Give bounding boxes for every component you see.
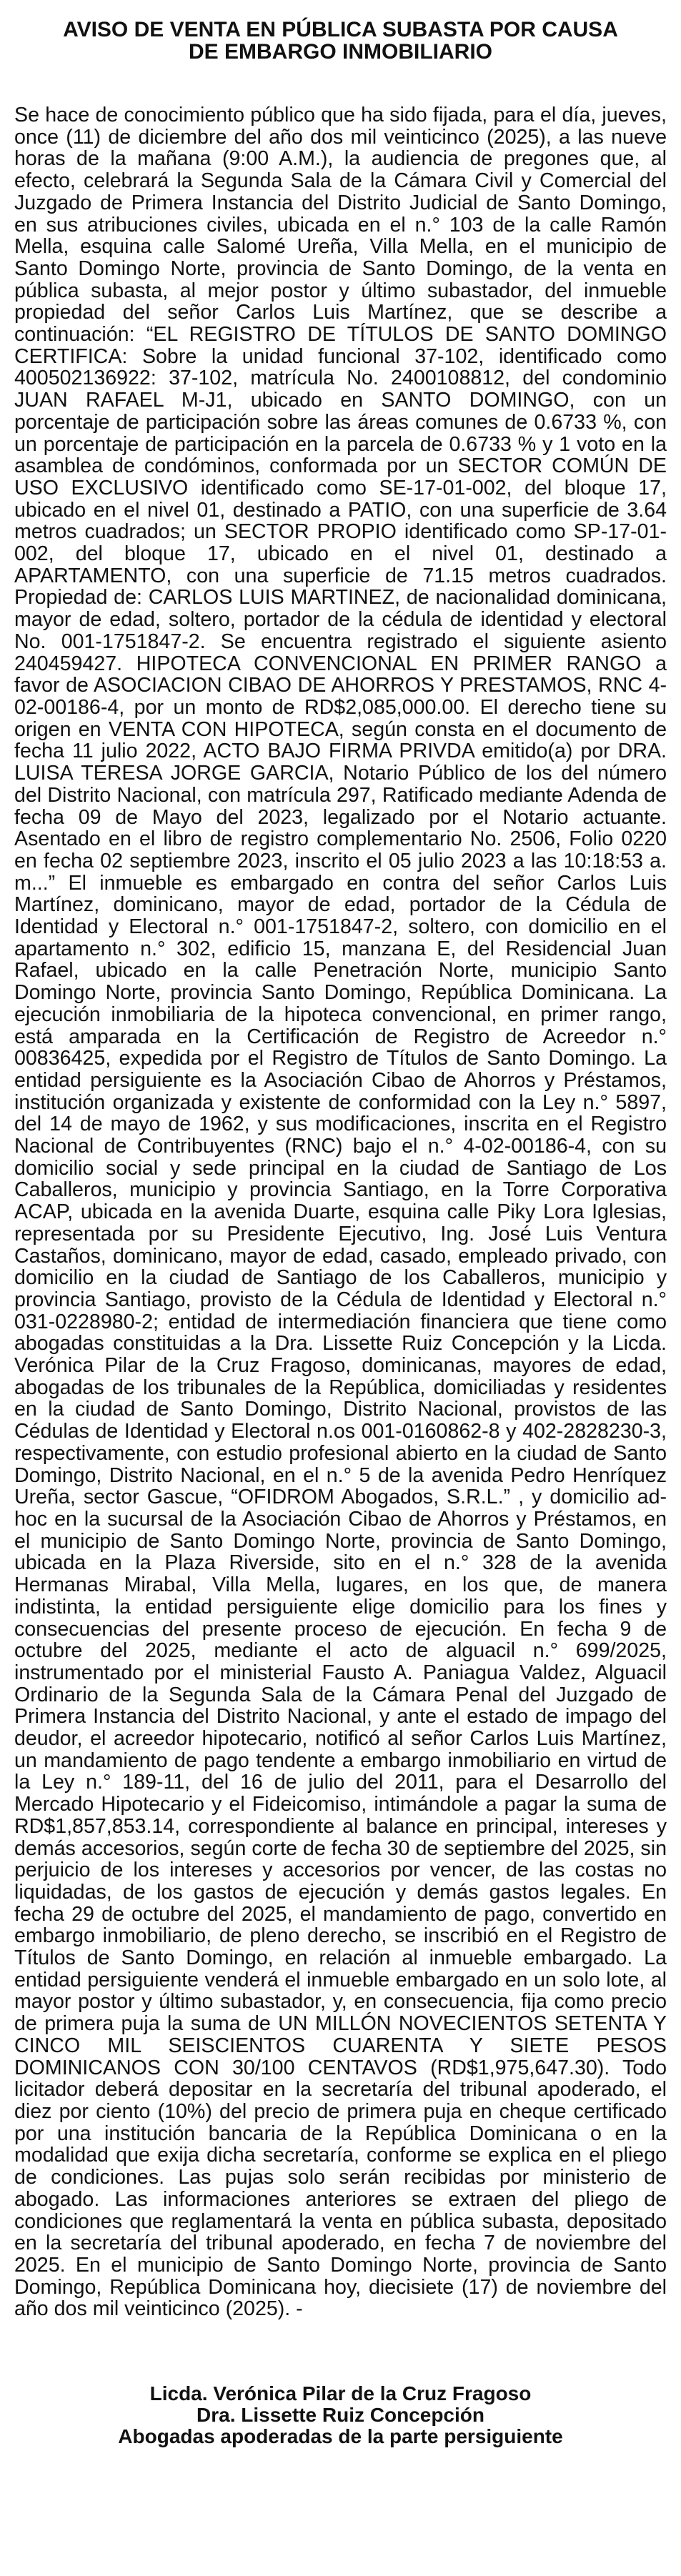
notice-title-line-2: DE EMBARGO INMOBILIARIO [189, 40, 492, 64]
notice-title [14, 19, 667, 63]
signature-line-2: Dra. Lissette Ruiz Concepción [197, 2404, 484, 2427]
signature-block [14, 2383, 667, 2447]
signature-line-3: Abogadas apoderadas de la parte persiguiente [118, 2425, 563, 2448]
notice-title-line-1: AVISO DE VENTA EN PÚBLICA SUBASTA POR CAUSA [63, 18, 618, 41]
notice-body: Se hace de conocimiento público que ha sido fijada, para el día, jueves, once (11) de diciembre del año dos mil veinticinco (2025), a las nueve horas de la mañana (9:00 A.M.), la audiencia de pregones que, al efecto, celebrará la Segunda Sala de la Cámara Civil y Comercial del Juzgado de Primera Instancia del Distrito Judicial de Santo Domingo, en sus atribuciones civiles, ubicada en el n.° 103 de la calle Ramón Mella, esquina calle Salomé Ureña, Villa Mella, en el municipio de Santo Domingo Norte, provincia de Santo Domingo, de la venta en pública subasta, al mejor postor y último subastador, del inmueble propiedad del señor Carlos Luis Martínez, que se describe a continuación: “EL REGISTRO DE TÍTULOS DE SANTO DOMINGO CERTIFICA: Sobre la unidad funcional 37-102, identificado como 400502136922: 37-102, matrícula No. 2400108812, del condominio JUAN RAFAEL M-J1, ubicado en SANTO DOMINGO, con un porcentaje de participación sobre las áreas comunes de 0.6733 %, con un porcentaje de participación en la parcela de 0.6733 % y 1 voto en la asamblea de condóminos, conformada por un SECTOR COMÚN DE USO EXCLUSIVO identificado como SE-17-01-002, del bloque 17, ubicado en el nivel 01, destinado a PATIO, con una superficie de 3.64 metros cuadrados; un SECTOR PROPIO identificado como SP-17-01-002, del bloque 17, ubicado en el nivel 01, destinado a APARTAMENTO, con una superficie de 71.15 metros cuadrados. Propiedad de: CARLOS LUIS MARTINEZ, de nacionalidad dominicana, mayor de edad, soltero, portador de la cédula de identidad y electoral No. 001-1751847-2. Se encuentra registrado el siguiente asiento 240459427. HIPOTECA CONVENCIONAL EN PRIMER RANGO a favor de ASOCIACION CIBAO DE AHORROS Y PRESTAMOS, RNC 4-02-00186-4, por un monto de RD$2,085,000.00. El derecho tiene su origen en VENTA CON HIPOTECA, según consta en el documento de fecha 11 julio 2022, ACTO BAJO FIRMA PRIVDA emitido(a) por DRA. LUISA TERESA JORGE GARCIA, Notario Público de los del número del Distrito Nacional, con matrícula 297, Ratificado mediante Adenda de fecha 09 de Mayo del 2023, legalizado por el Notario actuante. Asentado en el libro de registro complementario No. 2506, Folio 0220 en fecha 02 septiembre 2023, inscrito el 05 julio 2023 a las 10:18:53 a. m...” El inmueble es embargado en contra del señor Carlos Luis Martínez, dominicano, mayor de edad, portador de la Cédula de Identidad y Electoral n.° 001-1751847-2, soltero, con domicilio en el apartamento n.° 302, edificio 15, manzana E, del Residencial Juan Rafael, ubicado en la calle Penetración Norte, municipio Santo Domingo Norte, provincia Santo Domingo, República Dominicana. La ejecución inmobiliaria de la hipoteca convencional, en primer rango, está amparada en la Certificación de Registro de Acreedor n.° 00836425, expedida por el Registro de Títulos de Santo Domingo. La entidad persiguiente es la Asociación Cibao de Ahorros y Préstamos, institución organizada y existente de conformidad con la Ley n.° 5897, del 14 de mayo de 1962, y sus modificaciones, inscrita en el Registro Nacional de Contribuyentes (RNC) bajo el n.° 4-02-00186-4, con su domicilio social y sede principal en la ciudad de Santiago de Los Caballeros, municipio y provincia Santiago, en la Torre Corporativa ACAP, ubicada en la avenida Duarte, esquina calle Piky Lora Iglesias, representada por su Presidente Ejecutivo, Ing. José Luis Ventura Castaños, dominicano, mayor de edad, casado, empleado privado, con domicilio en la ciudad de Santiago de los Caballeros, municipio y provincia Santiago, provisto de la Cédula de Identidad y Electoral n.° 031-0228980-2; entidad de intermediación financiera que tiene como abogadas constituidas a la Dra. Lissette Ruiz Concepción y la Licda. Verónica Pilar de la Cruz Fragoso, dominicanas, mayores de edad, abogadas de los tribunales de la República, domiciliadas y residentes en la ciudad de Santo Domingo, Distrito Nacional, provistos de las Cédulas de Identidad y Electoral n.os 001-0160862-8 y 402-2828230-3, respectivamente, con estudio profesional abierto en la ciudad de Santo Domingo, Distrito Nacional, en el n.° 5 de la avenida Pedro Henríquez Ureña, sector Gascue, “OFIDROM Abogados, S.R.L.” , y domicilio ad-hoc en la sucursal de la Asociación Cibao de Ahorros y Préstamos, en el municipio de Santo Domingo Norte, provincia de Santo Domingo, ubicada en la Plaza Riverside, sito en el n.° 328 de la avenida Hermanas Mirabal, Villa Mella, lugares, en los que, de manera indistinta, la entidad persiguiente elige domicilio para los fines y consecuencias del presente proceso de ejecución. En fecha 9 de octubre del 2025, mediante el acto de alguacil n.° 699/2025, instrumentado por el ministerial Fausto A. Paniagua Valdez, Alguacil Ordinario de la Segunda Sala de la Cámara Penal del Juzgado de Primera Instancia del Distrito Nacional, y ante el estado de impago del deudor, el acreedor hipotecario, notificó al señor Carlos Luis Martínez, un mandamiento de pago tendente a embargo inmobiliario en virtud de la Ley n.° 189-11, del 16 de julio del 2011, para el Desarrollo del Mercado Hipotecario y el Fideicomiso, intimándole a pagar la suma de RD$1,857,853.14, correspondiente al balance en principal, intereses y demás accesorios, según corte de fecha 30 de septiembre del 2025, sin perjuicio de los intereses y accesorios por vencer, de las costas no liquidadas, de los gastos de ejecución y demás gastos legales. En fecha 29 de octubre del 2025, el mandamiento de pago, convertido en embargo inmobiliario, de pleno derecho, se inscribió en el Registro de Títulos de Santo Domingo, en relación al inmueble embargado. La entidad persiguiente venderá el inmueble embargado en un solo lote, al mayor postor y último subastador, y, en consecuencia, fija como precio de primera puja la suma de UN MILLÓN NOVECIENTOS SETENTA Y CINCO MIL SEISCIENTOS CUARENTA Y SIETE PESOS DOMINICANOS CON 30/100 CENTAVOS (RD$1,975,647.30). Todo licitador deberá depositar en la secretaría del tribunal apoderado, el diez por ciento (10%) del precio de primera puja en cheque certificado por una institución bancaria de la República Dominicana o en la modalidad que exija dicha secretaría, conforme se explica en el pliego de condiciones. Las pujas solo serán recibidas por ministerio de abogado. Las informaciones anteriores se extraen del pliego de condiciones que reglamentará la venta en pública subasta, depositado en la secretaría del tribunal apoderado, en fecha 7 de noviembre del 2025. En el municipio de Santo Domingo Norte, provincia de Santo Domingo, República Dominicana hoy, diecisiete (17) de noviembre del año dos mil veinticinco (2025). - [14, 104, 667, 2321]
signature-line-1: Licda. Verónica Pilar de la Cruz Fragoso [149, 2382, 532, 2405]
